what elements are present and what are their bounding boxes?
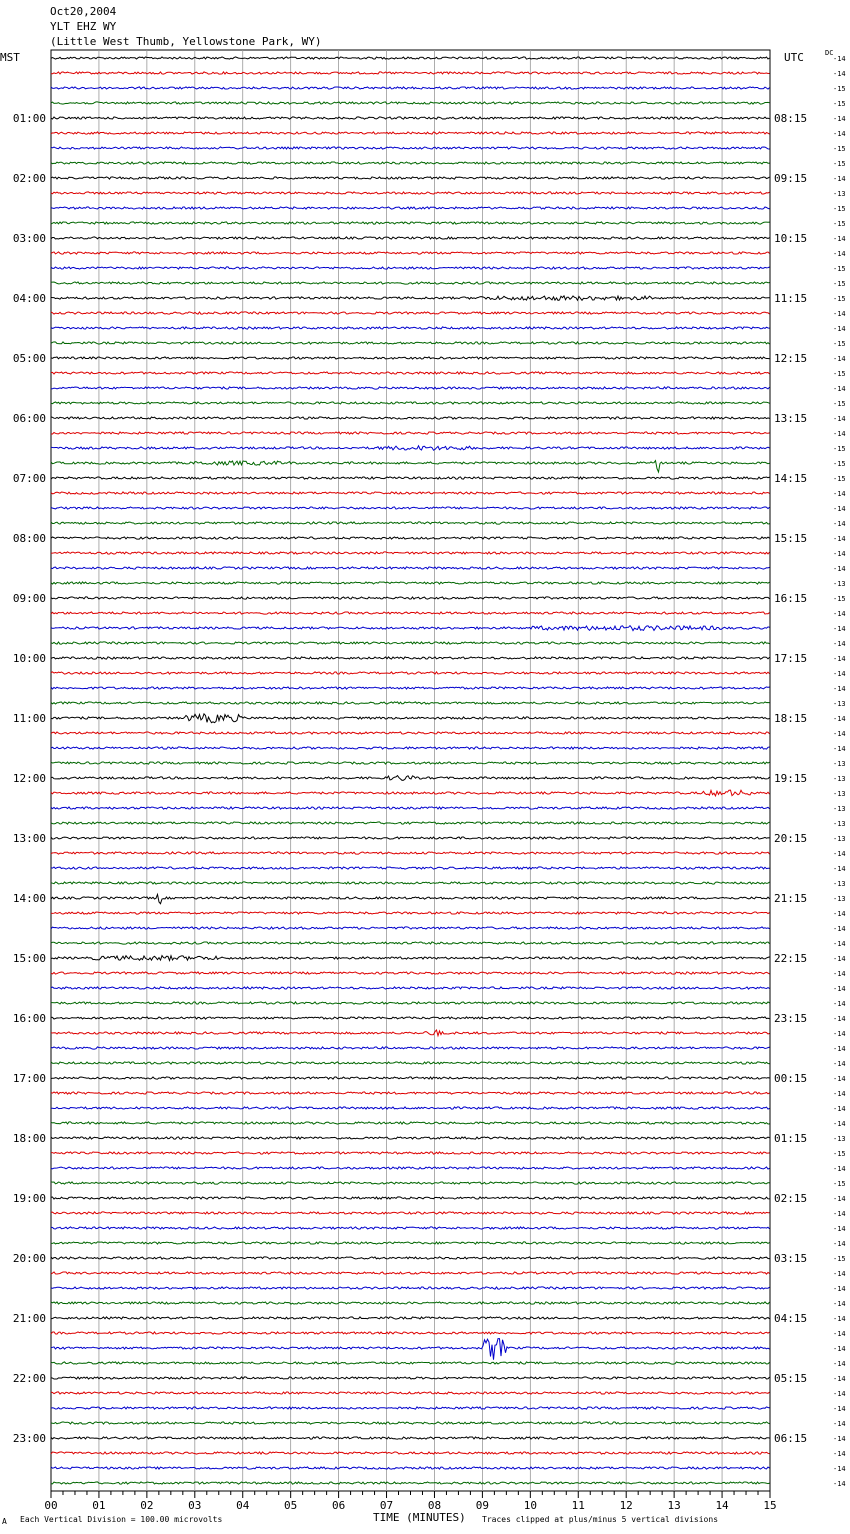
seismic-trace	[51, 790, 770, 796]
right-hour-label: 21:15	[774, 892, 808, 905]
left-hour-label: 04:00	[12, 292, 46, 305]
seismic-trace	[51, 1212, 770, 1214]
seismic-trace	[51, 507, 770, 509]
dc-offset-value: -15	[833, 460, 846, 468]
dc-offset-value: -14	[833, 115, 846, 123]
left-hour-label: 02:00	[12, 172, 46, 185]
left-hour-label: 03:00	[12, 232, 46, 245]
dc-offset-value: -14	[833, 1000, 846, 1008]
seismic-trace	[51, 1077, 770, 1079]
seismic-trace	[51, 612, 770, 614]
seismic-trace	[51, 387, 770, 389]
station-code: YLT EHZ WY	[50, 20, 117, 33]
dc-offset-value: -14	[833, 1465, 846, 1473]
seismic-trace	[51, 942, 770, 944]
dc-offset-value: -14	[833, 685, 846, 693]
seismic-trace	[51, 117, 770, 119]
dc-offset-value: -14	[833, 745, 846, 753]
right-hour-label: 08:15	[774, 112, 808, 125]
seismic-trace	[51, 1287, 770, 1289]
dc-offset-value: -13	[833, 820, 846, 828]
x-axis-title: TIME (MINUTES)	[373, 1511, 466, 1524]
left-hour-label: 05:00	[12, 352, 46, 365]
dc-offset-value: -15	[833, 1180, 846, 1188]
seismic-trace	[51, 552, 770, 554]
seismic-trace	[51, 177, 770, 179]
left-hour-label: 22:00	[12, 1372, 46, 1385]
right-timezone-label: UTC	[784, 51, 804, 64]
seismic-trace	[51, 252, 770, 254]
dc-offset-value: -15	[833, 280, 846, 288]
seismic-trace	[51, 1339, 770, 1360]
seismic-trace	[51, 1422, 770, 1424]
right-hour-label: 02:15	[774, 1192, 808, 1205]
seismic-trace	[51, 1017, 770, 1019]
x-tick-label: 03	[188, 1499, 202, 1512]
dc-offset-value: -13	[833, 190, 846, 198]
dc-offset-value: -14	[833, 1345, 846, 1353]
seismic-trace	[51, 1152, 770, 1154]
right-hour-label: 20:15	[774, 832, 808, 845]
right-hour-label: 15:15	[774, 532, 808, 545]
dc-offset-value: -15	[833, 100, 846, 108]
dc-offset-value: -15	[833, 340, 846, 348]
seismic-trace	[51, 837, 770, 839]
plot-frame	[51, 50, 770, 1491]
dc-offset-value: -15	[833, 400, 846, 408]
seismic-trace	[51, 87, 770, 89]
dc-offset-value: -14	[833, 610, 846, 618]
dc-offset-value: -14	[833, 430, 846, 438]
seismic-trace	[51, 402, 770, 404]
left-hour-label: 14:00	[12, 892, 46, 905]
seismic-trace	[51, 1452, 770, 1454]
dc-offset-value: -14	[833, 1450, 846, 1458]
seismic-trace	[51, 987, 770, 989]
dc-offset-value: -14	[833, 550, 846, 558]
x-tick-label: 05	[284, 1499, 298, 1512]
right-hour-label: 19:15	[774, 772, 808, 785]
x-tick-label: 14	[715, 1499, 729, 1512]
seismic-trace	[51, 1122, 770, 1124]
dc-offset-value: -15	[833, 220, 846, 228]
dc-offset-value: -14	[833, 955, 846, 963]
seismic-trace	[51, 597, 770, 599]
seismic-trace	[51, 822, 770, 824]
left-hour-label: 07:00	[12, 472, 46, 485]
dc-offset-value: -14	[833, 1375, 846, 1383]
left-hour-label: 16:00	[12, 1012, 46, 1025]
dc-offset-value: -14	[833, 1195, 846, 1203]
left-hour-label: 21:00	[12, 1312, 46, 1325]
dc-offset-value: -14	[833, 640, 846, 648]
left-hour-label: 11:00	[12, 712, 46, 725]
right-hour-label: 01:15	[774, 1132, 808, 1145]
dc-offset-value: -14	[833, 1045, 846, 1053]
seismic-trace	[51, 432, 770, 434]
seismic-trace	[51, 461, 770, 472]
seismic-trace	[51, 102, 770, 104]
x-tick-label: 11	[571, 1499, 585, 1512]
dc-offset-value: -14	[833, 715, 846, 723]
seismic-trace	[51, 582, 770, 584]
dc-offset-value: -14	[833, 1105, 846, 1113]
dc-offset-value: -14	[833, 1420, 846, 1428]
seismic-trace	[51, 342, 770, 344]
dc-offset-value: -14	[833, 670, 846, 678]
dc-offset-value: -14	[833, 1090, 846, 1098]
dc-offset-value: -14	[833, 1405, 846, 1413]
seismic-trace	[51, 927, 770, 929]
left-timezone-label: MST	[0, 51, 20, 64]
left-hour-label: 15:00	[12, 952, 46, 965]
seismic-trace	[51, 327, 770, 329]
seismic-trace	[51, 972, 770, 974]
left-hour-label: 12:00	[12, 772, 46, 785]
seismic-trace	[51, 1107, 770, 1109]
right-hour-label: 22:15	[774, 952, 808, 965]
right-hour-label: 03:15	[774, 1252, 808, 1265]
left-hour-label: 17:00	[12, 1072, 46, 1085]
dc-offset-value: -14	[833, 1060, 846, 1068]
dc-offset-value: -14	[833, 1015, 846, 1023]
dc-offset-value: -14	[833, 1480, 846, 1488]
dc-offset-value: -14	[833, 940, 846, 948]
seismic-trace	[51, 492, 770, 494]
seismic-trace	[51, 956, 770, 961]
dc-offset-value: -14	[833, 535, 846, 543]
x-tick-label: 13	[667, 1499, 681, 1512]
dc-offset-value: -14	[833, 175, 846, 183]
x-tick-label: 10	[523, 1499, 537, 1512]
seismic-trace	[51, 57, 770, 59]
seismic-trace	[51, 1002, 770, 1004]
seismic-trace	[51, 357, 770, 359]
plot-date: Oct20,2004	[50, 5, 117, 18]
dc-offset-value: -15	[833, 475, 846, 483]
dc-offset-value: -14	[833, 1360, 846, 1368]
dc-label: DC	[825, 49, 834, 57]
dc-offset-value: -14	[833, 385, 846, 393]
dc-offset-value: -14	[833, 1120, 846, 1128]
dc-offset-value: -14	[833, 925, 846, 933]
seismic-trace	[51, 192, 770, 194]
dc-offset-value: -14	[833, 130, 846, 138]
dc-offset-value: -13	[833, 835, 846, 843]
seismic-trace	[51, 1302, 770, 1304]
seismic-trace	[51, 1030, 770, 1036]
dc-offset-value: -14	[833, 1075, 846, 1083]
seismic-trace	[51, 642, 770, 644]
right-hour-label: 11:15	[774, 292, 808, 305]
left-hour-label: 18:00	[12, 1132, 46, 1145]
seismic-trace	[51, 372, 770, 374]
dc-offset-value: -14	[833, 1315, 846, 1323]
seismic-trace	[51, 147, 770, 149]
seismic-trace	[51, 882, 770, 884]
dc-offset-value: -14	[833, 325, 846, 333]
seismic-trace	[51, 1062, 770, 1064]
seismic-trace	[51, 132, 770, 134]
seismic-trace	[51, 417, 770, 419]
dc-offset-value: -15	[833, 265, 846, 273]
seismic-trace	[51, 714, 770, 723]
dc-offset-value: -14	[833, 1270, 846, 1278]
dc-offset-value: -14	[833, 415, 846, 423]
dc-offset-value: -14	[833, 625, 846, 633]
seismic-trace	[51, 912, 770, 914]
dc-offset-value: -14	[833, 1225, 846, 1233]
dc-offset-value: -15	[833, 160, 846, 168]
right-hour-label: 06:15	[774, 1432, 808, 1445]
seismic-trace	[51, 702, 770, 704]
seismic-trace	[51, 1407, 770, 1409]
seismic-trace	[51, 776, 770, 781]
seismic-trace	[51, 1332, 770, 1334]
seismic-trace	[51, 1257, 770, 1259]
dc-offset-value: -14	[833, 865, 846, 873]
clip-note: Traces clipped at plus/minus 5 vertical divisions	[482, 1515, 719, 1524]
dc-offset-value: -14	[833, 970, 846, 978]
seismic-trace	[51, 1167, 770, 1169]
seismic-trace	[51, 477, 770, 479]
dc-offset-value: -14	[833, 520, 846, 528]
seismic-trace	[51, 1227, 770, 1229]
left-hour-label: 13:00	[12, 832, 46, 845]
seismic-trace	[51, 762, 770, 764]
logo-mark: A	[2, 1517, 7, 1526]
seismic-trace	[51, 312, 770, 314]
right-hour-label: 12:15	[774, 352, 808, 365]
dc-offset-value: -14	[833, 70, 846, 78]
dc-offset-value: -14	[833, 1390, 846, 1398]
seismic-trace	[51, 1197, 770, 1199]
dc-offset-value: -14	[833, 985, 846, 993]
seismic-trace	[51, 1317, 770, 1319]
dc-offset-value: -15	[833, 145, 846, 153]
scale-note: Each Vertical Division = 100.00 microvolts	[20, 1515, 223, 1524]
seismic-trace	[51, 1137, 770, 1139]
dc-offset-value: -13	[833, 895, 846, 903]
seismic-trace	[51, 522, 770, 524]
seismic-trace	[51, 282, 770, 284]
dc-offset-value: -14	[833, 1330, 846, 1338]
x-tick-label: 06	[331, 1499, 346, 1512]
left-hour-label: 23:00	[12, 1432, 46, 1445]
seismic-trace	[51, 1362, 770, 1364]
seismic-trace	[51, 1377, 770, 1379]
x-tick-label: 09	[475, 1499, 490, 1512]
dc-offset-value: -14	[833, 1210, 846, 1218]
seismic-trace	[51, 72, 770, 74]
seismic-trace	[51, 687, 770, 689]
right-hour-label: 04:15	[774, 1312, 808, 1325]
dc-offset-value: -14	[833, 730, 846, 738]
dc-offset-value: -14	[833, 850, 846, 858]
seismic-trace	[51, 1092, 770, 1094]
seismic-trace	[51, 222, 770, 224]
dc-offset-value: -15	[833, 1150, 846, 1158]
dc-offset-value: -14	[833, 250, 846, 258]
dc-offset-value: -14	[833, 490, 846, 498]
seismic-trace	[51, 867, 770, 869]
seismic-trace	[51, 672, 770, 674]
seismic-trace	[51, 657, 770, 659]
dc-offset-value: -13	[833, 880, 846, 888]
seismic-trace	[51, 237, 770, 239]
dc-offset-value: -14	[833, 55, 846, 63]
dc-offset-value: -14	[833, 655, 846, 663]
seismic-trace	[51, 567, 770, 569]
seismic-trace	[51, 446, 770, 450]
right-hour-label: 17:15	[774, 652, 808, 665]
dc-offset-value: -14	[833, 310, 846, 318]
dc-offset-value: -13	[833, 580, 846, 588]
left-hour-label: 10:00	[12, 652, 46, 665]
left-hour-label: 09:00	[12, 592, 46, 605]
dc-offset-value: -15	[833, 85, 846, 93]
dc-offset-value: -13	[833, 1135, 846, 1143]
seismic-trace	[51, 1182, 770, 1184]
seismic-trace	[51, 162, 770, 164]
dc-offset-value: -14	[833, 1240, 846, 1248]
x-tick-label: 07	[379, 1499, 394, 1512]
dc-offset-value: -14	[833, 355, 846, 363]
right-hour-label: 00:15	[774, 1072, 808, 1085]
seismic-trace	[51, 894, 770, 903]
right-hour-label: 16:15	[774, 592, 808, 605]
right-hour-label: 14:15	[774, 472, 808, 485]
x-tick-label: 08	[427, 1499, 442, 1512]
dc-offset-value: -15	[833, 445, 846, 453]
right-hour-label: 09:15	[774, 172, 808, 185]
dc-offset-value: -14	[833, 505, 846, 513]
seismic-trace	[51, 1482, 770, 1484]
dc-offset-value: -13	[833, 805, 846, 813]
dc-offset-value: -13	[833, 790, 846, 798]
seismic-trace	[51, 732, 770, 734]
dc-offset-value: -15	[833, 595, 846, 603]
seismic-trace	[51, 207, 770, 209]
x-tick-label: 15	[763, 1499, 777, 1512]
seismic-trace	[51, 747, 770, 749]
seismic-trace	[51, 296, 770, 301]
left-hour-label: 19:00	[12, 1192, 46, 1205]
dc-offset-value: -14	[833, 1165, 846, 1173]
left-hour-label: 06:00	[12, 412, 46, 425]
dc-offset-value: -15	[833, 370, 846, 378]
x-tick-label: 04	[236, 1499, 250, 1512]
station-location: (Little West Thumb, Yellowstone Park, WY)	[50, 35, 322, 48]
seismic-trace	[51, 1242, 770, 1244]
x-tick-label: 12	[619, 1499, 633, 1512]
seismic-trace	[51, 267, 770, 269]
dc-offset-value: -14	[833, 565, 846, 573]
dc-offset-value: -13	[833, 775, 846, 783]
right-hour-label: 05:15	[774, 1372, 808, 1385]
seismic-trace	[51, 852, 770, 854]
seismic-trace	[51, 1392, 770, 1394]
dc-offset-value: -13	[833, 760, 846, 768]
dc-offset-value: -13	[833, 700, 846, 708]
left-hour-label: 01:00	[12, 112, 46, 125]
seismic-trace	[51, 807, 770, 809]
right-hour-label: 13:15	[774, 412, 808, 425]
seismic-trace	[51, 1047, 770, 1049]
seismic-trace	[51, 1467, 770, 1469]
dc-offset-value: -14	[833, 910, 846, 918]
dc-offset-value: -15	[833, 295, 846, 303]
right-hour-label: 23:15	[774, 1012, 808, 1025]
dc-offset-value: -14	[833, 1285, 846, 1293]
x-tick-label: 02	[140, 1499, 154, 1512]
dc-offset-value: -14	[833, 235, 846, 243]
left-hour-label: 20:00	[12, 1252, 46, 1265]
seismic-trace	[51, 537, 770, 539]
right-hour-label: 18:15	[774, 712, 808, 725]
x-tick-label: 01	[92, 1499, 106, 1512]
seismic-trace	[51, 626, 770, 631]
x-tick-label: 00	[44, 1499, 58, 1512]
dc-offset-value: -15	[833, 205, 846, 213]
dc-offset-value: -14	[833, 1030, 846, 1038]
dc-offset-value: -14	[833, 1300, 846, 1308]
right-hour-label: 10:15	[774, 232, 808, 245]
seismic-trace	[51, 1437, 770, 1439]
seismic-trace	[51, 1272, 770, 1274]
dc-offset-value: -15	[833, 1255, 846, 1263]
dc-offset-value: -14	[833, 1435, 846, 1443]
left-hour-label: 08:00	[12, 532, 46, 545]
